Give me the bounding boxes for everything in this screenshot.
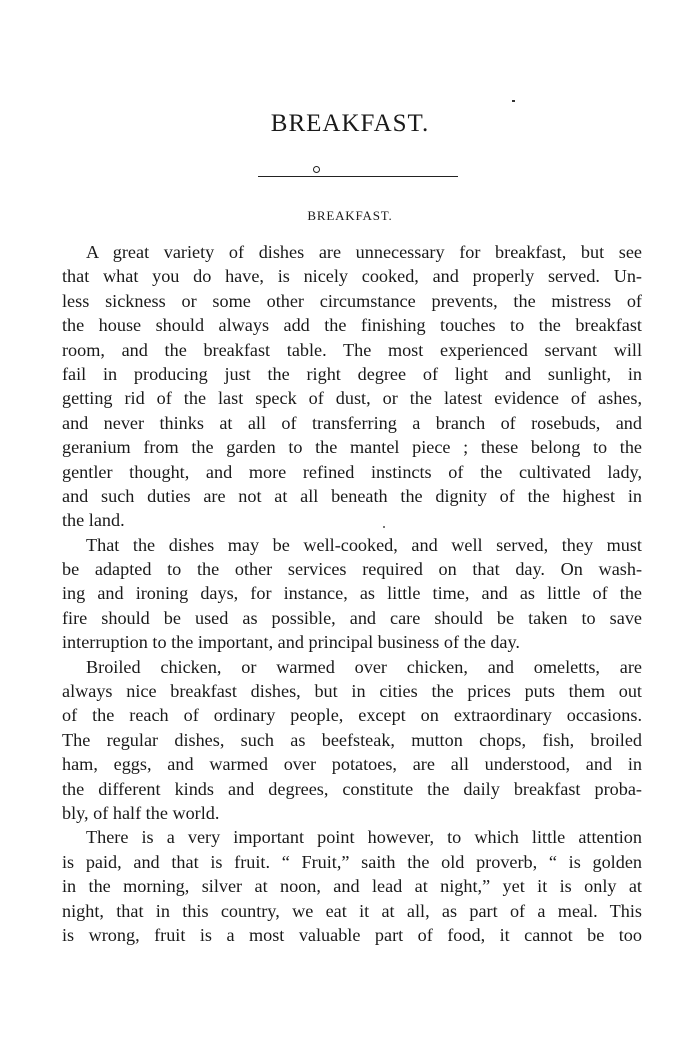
paragraph-1-line-8: and never thinks at all of transferring a branch of rosebuds, and bbox=[62, 412, 642, 433]
section-heading: BREAKFAST. bbox=[307, 208, 393, 223]
paragraph-1-line-2: that what you do have, is nicely cooked, and properly served. Un- bbox=[62, 266, 642, 287]
paragraph-2-line-2: be adapted to the other services required on that day. On wash- bbox=[62, 559, 642, 580]
paragraph-1-line-11: and such duties are not at all beneath the dignity of the highest in bbox=[62, 485, 642, 506]
paragraph-3-line-6: the different kinds and degrees, constitute the daily breakfast proba- bbox=[62, 778, 642, 799]
paragraph-1-line-4: the house should always add the finishing touches to the breakfast bbox=[62, 315, 642, 336]
ornament-circle-icon bbox=[313, 166, 320, 173]
paragraph-1-line-5: room, and the breakfast table. The most experienced servant will bbox=[62, 339, 642, 360]
paragraph-3-line-4: The regular dishes, such as beefsteak, mutton chops, fish, broiled bbox=[62, 729, 642, 750]
print-speck bbox=[383, 526, 385, 528]
body-text bbox=[62, 240, 642, 947]
paragraph-1-line-6: fail in producing just the right degree of light and sunlight, in bbox=[62, 363, 642, 384]
page-title: BREAKFAST. bbox=[270, 110, 430, 137]
paragraph-3-line-7: bly, of half the world. bbox=[62, 802, 220, 823]
paragraph-4-line-5: is wrong, fruit is a most valuable part of food, it cannot be too bbox=[62, 924, 642, 945]
paragraph-4-line-1: There is a very important point however, to which little attention bbox=[86, 827, 642, 848]
paragraph-3-line-3: of the reach of ordinary people, except on extraordinary occasions. bbox=[62, 705, 642, 726]
ornament-rule bbox=[258, 176, 458, 177]
paragraph-1-line-10: gentler thought, and more refined instincts of the cultivated lady, bbox=[62, 461, 642, 482]
paragraph-1-line-3: less sickness or some other circumstance prevents, the mistress of bbox=[62, 290, 642, 311]
paragraph-3-line-2: always nice breakfast dishes, but in cities the prices puts them out bbox=[62, 681, 642, 702]
paragraph-1-line-12: the land. bbox=[62, 510, 125, 531]
title-ornament bbox=[258, 163, 458, 183]
paragraph-1-line-7: getting rid of the last speck of dust, or the latest evidence of ashes, bbox=[62, 388, 642, 409]
paragraph-1-line-9: geranium from the garden to the mantel piece ; these belong to the bbox=[62, 437, 642, 458]
paragraph-2-line-1: That the dishes may be well-cooked, and well served, they must bbox=[86, 534, 642, 555]
paragraph-2-line-4: fire should be used as possible, and care should be taken to save bbox=[62, 607, 642, 628]
paragraph-4-line-2: is paid, and that is fruit. “ Fruit,” saith the old proverb, “ is golden bbox=[62, 851, 642, 872]
paragraph-4-line-4: night, that in this country, we eat it at all, as part of a meal. This bbox=[62, 900, 642, 921]
paragraph-2-line-3: ing and ironing days, for instance, as little time, and as little of the bbox=[62, 583, 642, 604]
paragraph-3-line-5: ham, eggs, and warmed over potatoes, are all understood, and in bbox=[62, 754, 642, 775]
paragraph-3-line-1: Broiled chicken, or warmed over chicken, and omeletts, are bbox=[86, 656, 642, 677]
print-speck bbox=[512, 100, 515, 102]
paragraph-1-line-1: A great variety of dishes are unnecessary for breakfast, but see bbox=[86, 242, 642, 262]
paragraph-4-line-3: in the morning, silver at noon, and lead at night,” yet it is only at bbox=[62, 876, 642, 897]
paragraph-2-line-5: interruption to the important, and principal business of the day. bbox=[62, 632, 520, 653]
